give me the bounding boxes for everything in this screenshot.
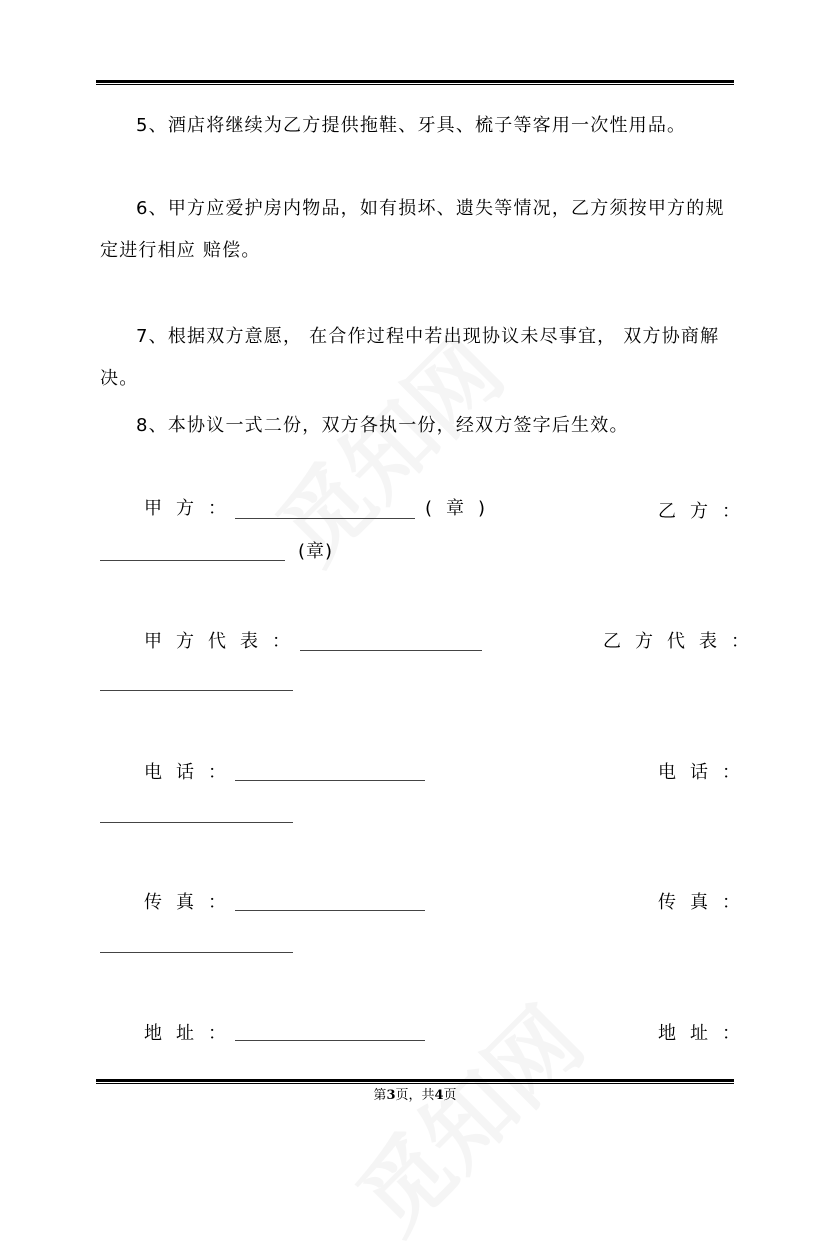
current-page: 3 <box>386 1088 396 1103</box>
page-number <box>0 1084 830 1103</box>
fax-a-line[interactable] <box>235 910 425 911</box>
page-mid: 页，共 <box>395 1088 435 1103</box>
clause-6: 6、甲方应爱护房内物品，如有损坏、遗失等情况，乙方须按甲方的规定进行相应 赔偿。 <box>100 198 725 261</box>
page-prefix: 第 <box>373 1088 387 1103</box>
rep-b-line[interactable] <box>100 690 293 691</box>
clause-7: 7、根据双方意愿， 在合作过程中若出现协议未尽事宜， 双方协商解决。 <box>100 326 720 389</box>
party-a-seal: (章) <box>425 498 500 519</box>
fax-b-label: 传真： <box>658 892 754 913</box>
header-rule <box>96 80 734 85</box>
address-b-label: 地址： <box>658 1023 754 1044</box>
party-a-label: 甲方： <box>144 498 240 519</box>
address-a-label: 地址： <box>144 1023 240 1044</box>
clause-5: 5、酒店将继续为乙方提供拖鞋、牙具、梳子等客用一次性用品。 <box>136 115 687 136</box>
phone-b-line[interactable] <box>100 822 293 823</box>
page-suffix: 页 <box>443 1088 457 1103</box>
address-a-line[interactable] <box>235 1040 425 1041</box>
party-b-signature-line[interactable] <box>100 560 285 561</box>
rep-a-label: 甲方代表： <box>144 631 304 652</box>
total-pages: 4 <box>434 1088 444 1103</box>
watermark-bottom <box>324 974 607 1256</box>
party-b-label: 乙方： <box>658 501 754 522</box>
rep-a-line[interactable] <box>300 650 482 651</box>
party-b-seal: (章) <box>298 541 334 562</box>
rep-b-label: 乙方代表： <box>603 631 763 652</box>
phone-a-label: 电话： <box>144 762 240 783</box>
phone-a-line[interactable] <box>235 780 425 781</box>
party-a-signature-line[interactable] <box>235 518 415 519</box>
clause-8: 8、本协议一式二份，双方各执一份，经双方签字后生效。 <box>136 415 629 436</box>
fax-b-line[interactable] <box>100 952 293 953</box>
phone-b-label: 电话： <box>658 762 754 783</box>
fax-a-label: 传真： <box>144 892 240 913</box>
